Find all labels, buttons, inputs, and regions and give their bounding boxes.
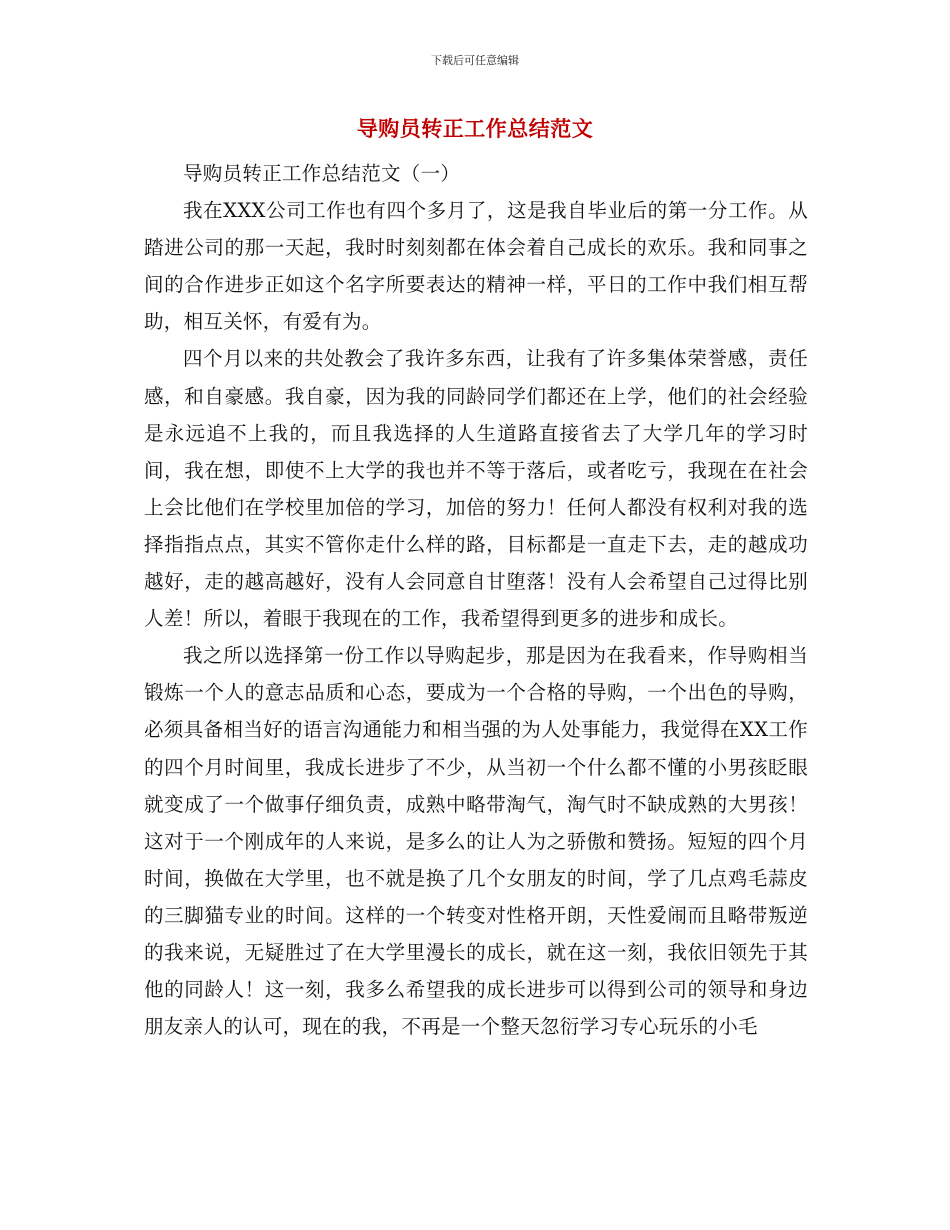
- paragraph-3: 我之所以选择第一份工作以导购起步，那是因为在我看来，作导购相当锻炼一个人的意志品质和心态，要成为一个合格的导购，一个出色的导购，必须具备相当好的语言沟通能力和相当强的为人处事能力，我觉得在XX工作的四个月时间里，我成长进步了不少，从当初一个什么都不懂的小男孩眨眼就变成了一个做事仔细负责，成熟中略带淘气，淘气时不缺成熟的大男孩！这对于一个刚成年的人来说，是多么的让人为之骄傲和赞扬。短短的四个月时间，换做在大学里，也不就是换了几个女朋友的时间，学了几点鸡毛蒜皮的三脚猫专业的时间。这样的一个转变对性格开朗，天性爱闹而且略带叛逆的我来说，无疑胜过了在大学里漫长的成长，就在这一刻，我依旧领先于其他的同龄人！这一刻，我多么希望我的成长进步可以得到公司的领导和身边朋友亲人的认可，现在的我，不再是一个整天忽衍学习专心玩乐的小毛: [144, 644, 808, 1039]
- document-subtitle: 导购员转正工作总结范文（一）: [183, 162, 461, 185]
- document-title: 导购员转正工作总结范文: [356, 116, 594, 141]
- page-header: 下载后可任意编辑: [431, 54, 519, 67]
- document-body: [144, 155, 808, 1045]
- paragraph-1: 我在XXX公司工作也有四个多月了，这是我自毕业后的第一分工作。从踏进公司的那一天起，我时时刻刻都在体会着自己成长的欢乐。我和同事之间的合作进步正如这个名字所要表达的精神一样，平日的工作中我们相互帮助，相互关怀，有爱有为。: [144, 199, 808, 334]
- paragraph-2: 四个月以来的共处教会了我许多东西，让我有了许多集体荣誉感，责任感，和自豪感。我自豪，因为我的同龄同学们都还在上学，他们的社会经验是永远追不上我的，而且我选择的人生道路直接省去了大学几年的学习时间，我在想，即使不上大学的我也并不等于落后，或者吃亏，我现在在社会上会比他们在学校里加倍的学习，加倍的努力！任何人都没有权利对我的选择指指点点，其实不管你走什么样的路，目标都是一直走下去，走的越成功越好，走的越高越好，没有人会同意自甘堕落！没有人会希望自己过得比别人差！所以，着眼于我现在的工作，我希望得到更多的进步和成长。: [144, 347, 808, 631]
